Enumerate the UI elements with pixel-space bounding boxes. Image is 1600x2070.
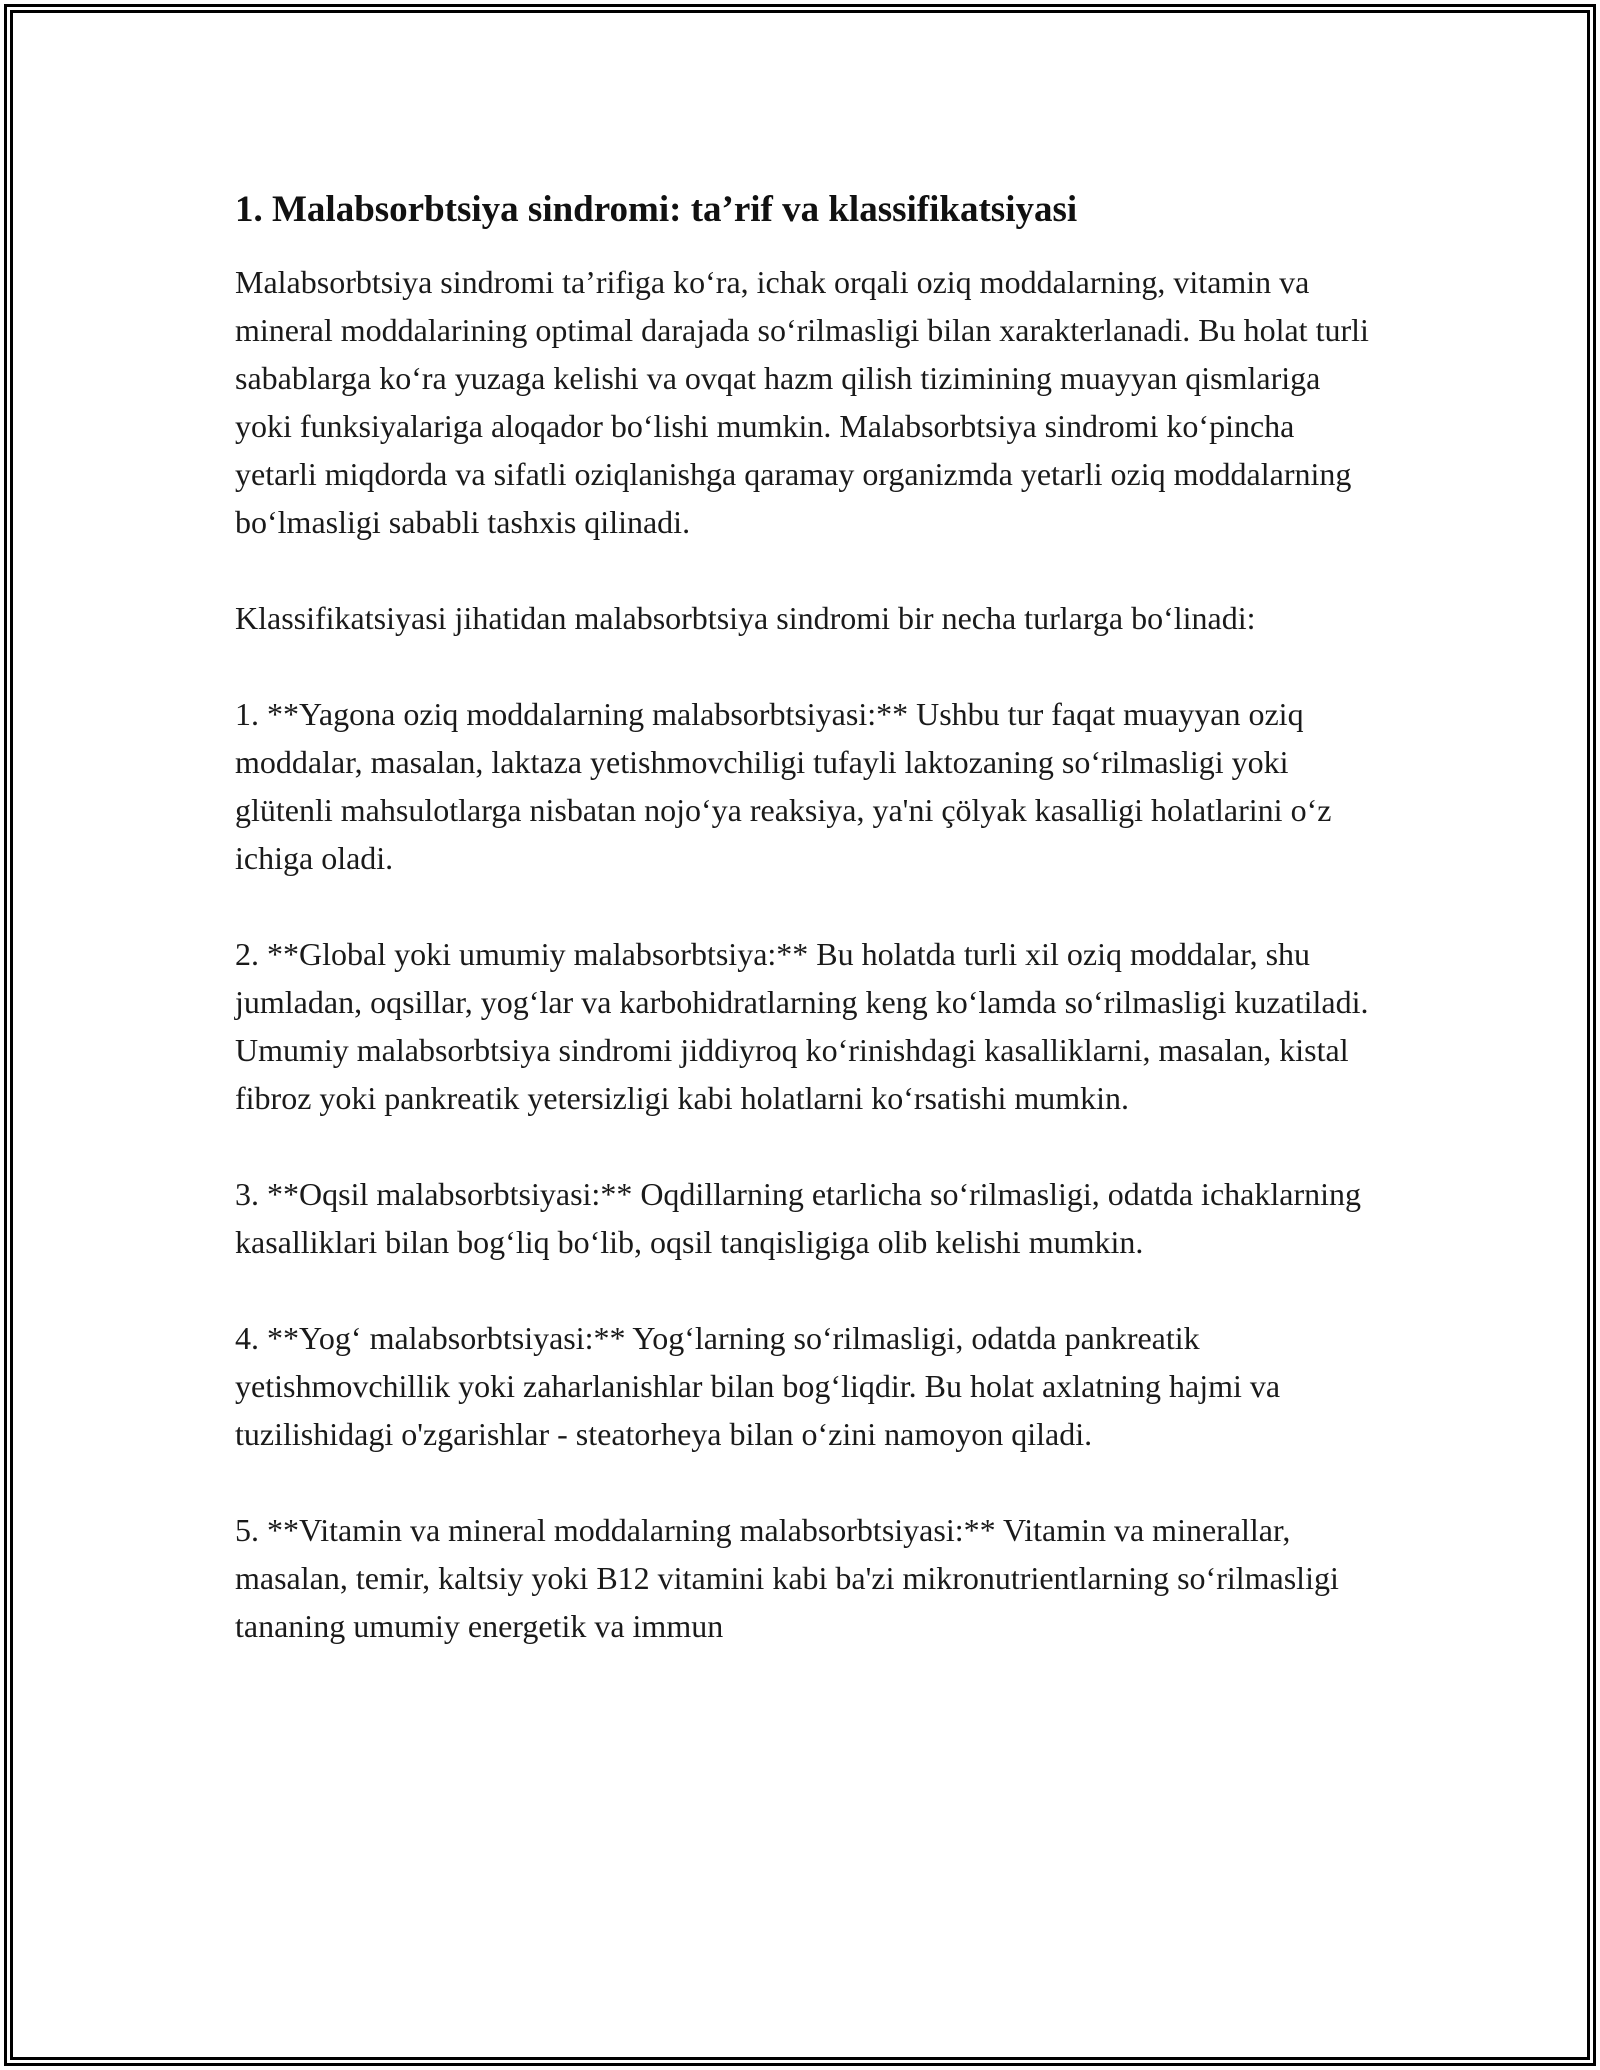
list-item-vitamin-mineral: 5. **Vitamin va mineral moddalarning malabsorbtsiyasi:** Vitamin va minerallar, masalan, temir, kaltsiy yoki B12 vitamini kabi ba'zi mikronutrientlarning so‘rilmasligi tananing umumiy energetik va immun [235,1512,1339,1644]
list-item-protein: 3. **Oqsil malabsorbtsiyasi:** Oqdillarning etarlicha so‘rilmasligi, odatda ichaklarning kasalliklari bilan bog‘liq bo‘lib, oqsil tanqisligiga olib kelishi mumkin. [235,1176,1361,1260]
definition-paragraph: Malabsorbtsiya sindromi ta’rifiga ko‘ra, ichak orqali oziq moddalarning, vitamin va mineral moddalarining optimal darajada so‘rilmasligi bilan xarakterlanadi. Bu holat turli sabablarga ko‘ra yuzaga kelishi va ovqat hazm qilish tizimining muayyan qismlariga yoki funksiyalariga aloqador bo‘lishi mumkin. Malabsorbtsiya sindromi ko‘pincha yetarli miqdorda va sifatli oziqlanishga qaramay organizmda yetarli oziq moddalarning bo‘lmasligi sababli tashxis qilinadi. [235,264,1369,540]
list-item-single-nutrient: 1. **Yagona oziq moddalarning malabsorbtsiyasi:** Ushbu tur faqat muayyan oziq moddalar, masalan, laktaza yetishmovchiligi tufayli laktozaning so‘rilmasligi yoki glütenli mahsulotlarga nisbatan nojo‘ya reaksiya, ya'ni çölyak kasalligi holatlarini o‘z ichiga oladi. [235,696,1332,876]
section-title: 1. Malabsorbtsiya sindromi: ta’rif va klassifikatsiyasi [235,189,1078,230]
list-item-global: 2. **Global yoki umumiy malabsorbtsiya:** Bu holatda turli xil oziq moddalar, shu jumladan, oqsillar, yog‘lar va karbohidratlarning keng ko‘lamda so‘rilmasligi kuzatiladi. Umumiy malabsorbtsiya sindromi jiddiyroq ko‘rinishdagi kasalliklarni, masalan, kistal fibroz yoki pankreatik yetersizligi kabi holatlarni ko‘rsatishi mumkin. [235,936,1369,1116]
list-item-fat: 4. **Yog‘ malabsorbtsiyasi:** Yog‘larning so‘rilmasligi, odatda pankreatik yetishmovchillik yoki zaharlanishlar bilan bog‘liqdir. Bu holat axlatning hajmi va tuzilishidagi o'zgarishlar - steatorheya bilan o‘zini namoyon qiladi. [235,1320,1281,1452]
document-body [235,186,1375,1698]
classification-intro: Klassifikatsiyasi jihatidan malabsorbtsiya sindromi bir necha turlarga bo‘linadi: [235,600,1256,636]
